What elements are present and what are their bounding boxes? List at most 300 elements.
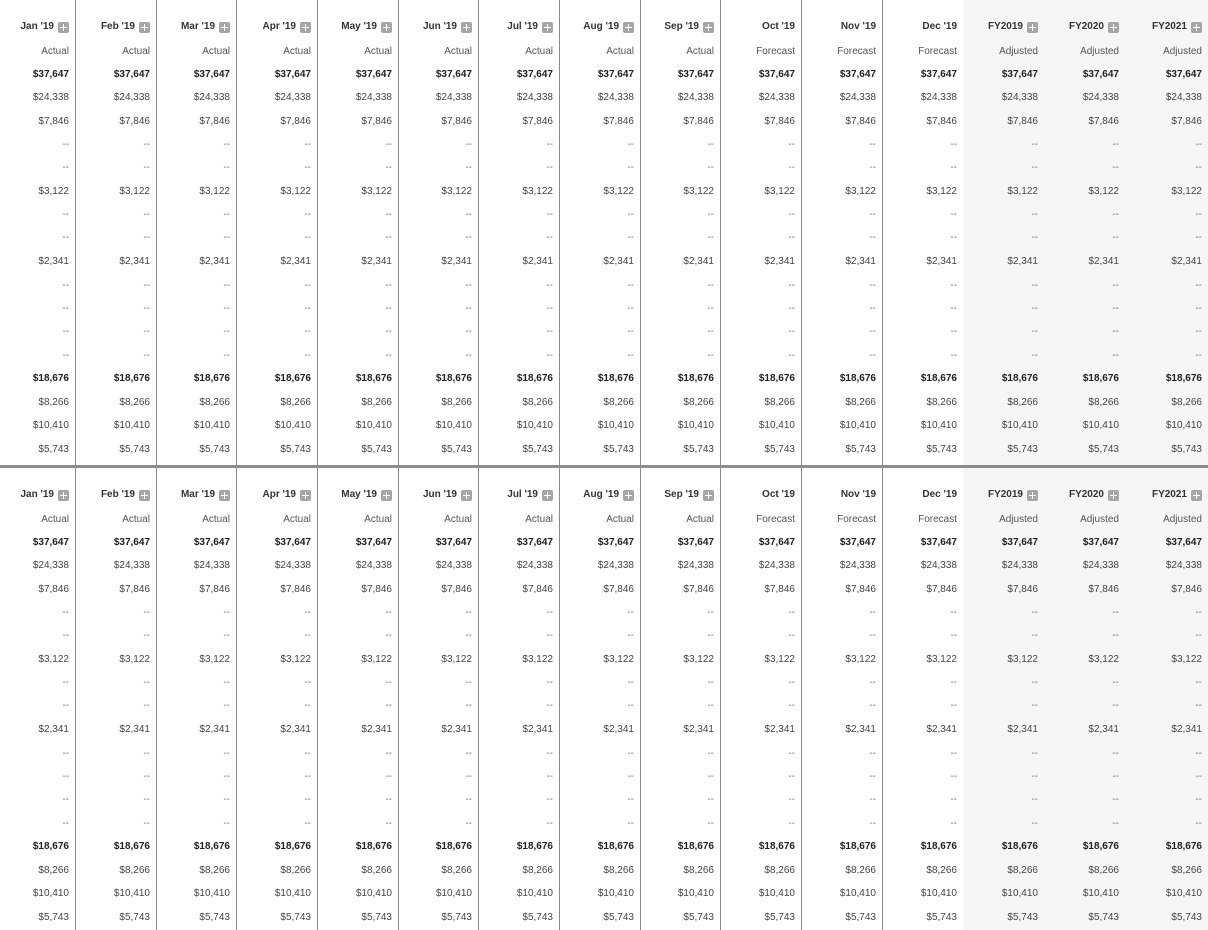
table-cell: $3,122 — [683, 654, 714, 665]
table-cell: -- — [304, 303, 311, 314]
table-cell: $24,338 — [274, 560, 311, 571]
table-cell: $5,743 — [361, 912, 392, 923]
table-cell: $8,266 — [361, 397, 392, 408]
table-cell: -- — [304, 209, 311, 220]
table-cell: -- — [627, 700, 634, 711]
column-header[interactable] — [423, 21, 472, 33]
table-cell: -- — [788, 280, 795, 291]
table-cell: $7,846 — [603, 584, 634, 595]
column-jun-19 — [398, 468, 479, 930]
table-cell: $8,266 — [38, 865, 69, 876]
table-cell: -- — [950, 607, 957, 618]
table-cell: -- — [869, 771, 876, 782]
expand-plus-icon[interactable] — [623, 490, 634, 501]
column-may-19 — [317, 468, 399, 930]
table-cell: -- — [627, 771, 634, 782]
table-cell: -- — [546, 771, 553, 782]
table-cell: -- — [869, 162, 876, 173]
table-cell: $3,122 — [845, 654, 876, 665]
table-cell: $3,122 — [361, 654, 392, 665]
table-cell: -- — [1195, 162, 1202, 173]
table-cell: $7,846 — [603, 116, 634, 127]
column-header[interactable] — [341, 21, 392, 33]
table-cell: $18,676 — [839, 841, 876, 852]
column-jan-19 — [0, 0, 76, 465]
table-cell: -- — [304, 700, 311, 711]
table-cell: $5,743 — [926, 912, 957, 923]
expand-plus-icon[interactable] — [542, 490, 553, 501]
column-header[interactable] — [20, 489, 69, 501]
column-header-label: FY2021 — [1151, 489, 1187, 500]
table-cell: -- — [950, 677, 957, 688]
table-cell: -- — [143, 303, 150, 314]
table-cell: $8,266 — [764, 865, 795, 876]
table-cell: -- — [1031, 794, 1038, 805]
table-cell: $18,676 — [193, 841, 230, 852]
table-cell: -- — [707, 209, 714, 220]
table-cell: $24,338 — [677, 92, 714, 103]
table-cell: -- — [950, 209, 957, 220]
column-header[interactable] — [583, 21, 634, 33]
column-type-label: Actual — [122, 514, 150, 525]
table-cell: $8,266 — [119, 397, 150, 408]
table-cell: $2,341 — [683, 724, 714, 735]
table-cell: $8,266 — [199, 865, 230, 876]
table-cell: -- — [62, 350, 69, 361]
table-cell: $10,410 — [355, 888, 392, 899]
table-cell: $7,846 — [764, 584, 795, 595]
table-cell: -- — [1031, 139, 1038, 150]
table-cell: -- — [788, 771, 795, 782]
table-cell: $5,743 — [119, 912, 150, 923]
table-cell: $7,846 — [1088, 116, 1119, 127]
table-cell: $8,266 — [280, 397, 311, 408]
column-header[interactable] — [101, 21, 150, 33]
table-cell: $10,410 — [677, 888, 714, 899]
table-cell: $18,676 — [355, 841, 392, 852]
table-cell: $18,676 — [435, 841, 472, 852]
column-header-label: Jun '19 — [422, 489, 457, 500]
table-cell: -- — [385, 280, 392, 291]
table-cell: $7,846 — [683, 584, 714, 595]
table-cell: -- — [465, 280, 472, 291]
column-type-label: Forecast — [918, 46, 957, 57]
table-cell: $5,743 — [845, 444, 876, 455]
table-cell: -- — [950, 748, 957, 759]
table-cell: -- — [546, 303, 553, 314]
column-header-label: Jun '19 — [422, 21, 457, 32]
expand-plus-icon[interactable] — [381, 490, 392, 501]
table-cell: -- — [1112, 162, 1119, 173]
table-cell: -- — [62, 677, 69, 688]
column-header[interactable] — [922, 21, 957, 33]
table-cell: $8,266 — [119, 865, 150, 876]
table-cell: $8,266 — [845, 397, 876, 408]
column-header[interactable] — [181, 21, 230, 33]
table-cell: $24,338 — [193, 92, 230, 103]
table-cell: $18,676 — [758, 841, 795, 852]
table-cell: -- — [465, 607, 472, 618]
table-cell: -- — [1195, 280, 1202, 291]
table-cell: -- — [546, 748, 553, 759]
table-cell: $5,743 — [280, 444, 311, 455]
table-cell: -- — [869, 630, 876, 641]
table-cell: -- — [1031, 303, 1038, 314]
expand-plus-icon[interactable] — [623, 22, 634, 33]
table-cell: -- — [223, 280, 230, 291]
table-cell: $37,647 — [920, 69, 957, 80]
table-cell: -- — [788, 326, 795, 337]
table-cell: $24,338 — [920, 92, 957, 103]
table-cell: -- — [304, 232, 311, 243]
column-header[interactable] — [262, 489, 311, 501]
table-cell: $10,410 — [113, 420, 150, 431]
table-cell: -- — [869, 303, 876, 314]
column-header[interactable] — [423, 489, 472, 501]
table-cell: $10,410 — [113, 888, 150, 899]
table-cell: $24,338 — [597, 92, 634, 103]
column-header[interactable] — [988, 21, 1038, 33]
expand-plus-icon[interactable] — [58, 490, 69, 501]
table-cell: -- — [788, 700, 795, 711]
table-cell: $10,410 — [920, 420, 957, 431]
table-cell: -- — [223, 139, 230, 150]
table-cell: $2,341 — [38, 256, 69, 267]
table-cell: -- — [1112, 139, 1119, 150]
column-header[interactable] — [341, 489, 392, 501]
table-cell: -- — [1112, 748, 1119, 759]
table-cell: $18,676 — [1082, 373, 1119, 384]
table-cell: -- — [869, 209, 876, 220]
table-cell: $8,266 — [926, 397, 957, 408]
table-cell: $2,341 — [441, 724, 472, 735]
column-may-19 — [317, 0, 399, 465]
table-cell: $18,676 — [274, 373, 311, 384]
table-cell: $18,676 — [435, 373, 472, 384]
table-cell: $10,410 — [193, 888, 230, 899]
expand-plus-icon[interactable] — [1191, 22, 1202, 33]
column-header-label: Apr '19 — [262, 21, 296, 32]
column-header[interactable] — [181, 489, 230, 501]
table-cell: -- — [950, 139, 957, 150]
column-header[interactable] — [262, 21, 311, 33]
column-header[interactable] — [1152, 489, 1202, 501]
table-cell: -- — [869, 607, 876, 618]
column-fy2020 — [1044, 0, 1126, 465]
table-cell: -- — [950, 700, 957, 711]
table-cell: -- — [304, 630, 311, 641]
table-cell: -- — [1031, 748, 1038, 759]
table-cell: -- — [1112, 350, 1119, 361]
column-type-label: Adjusted — [1080, 46, 1119, 57]
column-header[interactable] — [20, 21, 69, 33]
column-mar-19 — [156, 468, 237, 930]
table-cell: -- — [62, 748, 69, 759]
table-cell: -- — [465, 748, 472, 759]
expand-plus-icon[interactable] — [461, 22, 472, 33]
table-cell: $2,341 — [522, 724, 553, 735]
expand-plus-icon[interactable] — [1027, 490, 1038, 501]
table-cell: -- — [1112, 232, 1119, 243]
expand-plus-icon[interactable] — [1108, 22, 1119, 33]
table-cell: $3,122 — [603, 186, 634, 197]
expand-plus-icon[interactable] — [300, 490, 311, 501]
table-cell: $24,338 — [32, 560, 69, 571]
column-jul-19 — [478, 468, 560, 930]
table-cell: -- — [62, 162, 69, 173]
table-cell: $7,846 — [119, 116, 150, 127]
table-cell: $37,647 — [920, 537, 957, 548]
table-cell: -- — [465, 630, 472, 641]
table-cell: $37,647 — [274, 537, 311, 548]
table-cell: $5,743 — [199, 912, 230, 923]
table-cell: $2,341 — [845, 256, 876, 267]
table-cell: -- — [1112, 303, 1119, 314]
table-cell: $10,410 — [435, 420, 472, 431]
table-cell: $3,122 — [441, 654, 472, 665]
table-cell: $7,846 — [441, 584, 472, 595]
table-cell: -- — [788, 162, 795, 173]
table-cell: -- — [707, 818, 714, 829]
table-cell: -- — [1112, 607, 1119, 618]
table-cell: $37,647 — [516, 69, 553, 80]
expand-plus-icon[interactable] — [300, 22, 311, 33]
table-cell: -- — [869, 700, 876, 711]
table-cell: $37,647 — [435, 537, 472, 548]
table-cell: $3,122 — [119, 186, 150, 197]
column-type-label: Actual — [41, 514, 69, 525]
table-cell: -- — [950, 232, 957, 243]
table-cell: -- — [1195, 232, 1202, 243]
expand-plus-icon[interactable] — [139, 22, 150, 33]
table-cell: $5,743 — [764, 912, 795, 923]
table-cell: $7,846 — [280, 116, 311, 127]
table-cell: -- — [546, 162, 553, 173]
column-header[interactable] — [101, 489, 150, 501]
column-type-label: Forecast — [756, 46, 795, 57]
table-cell: -- — [143, 162, 150, 173]
table-cell: $3,122 — [1171, 186, 1202, 197]
table-cell: $2,341 — [361, 724, 392, 735]
expand-plus-icon[interactable] — [703, 490, 714, 501]
table-cell: $7,846 — [280, 584, 311, 595]
column-header[interactable] — [841, 21, 876, 33]
column-type-label: Actual — [525, 514, 553, 525]
expand-plus-icon[interactable] — [1027, 22, 1038, 33]
table-cell: $10,410 — [1001, 888, 1038, 899]
table-cell: -- — [465, 350, 472, 361]
table-cell: $3,122 — [1171, 654, 1202, 665]
table-cell: -- — [465, 818, 472, 829]
table-cell: -- — [546, 818, 553, 829]
column-header-label: Dec '19 — [922, 21, 957, 32]
table-cell: -- — [788, 350, 795, 361]
table-cell: -- — [707, 700, 714, 711]
table-cell: -- — [1031, 280, 1038, 291]
column-header-label: FY2020 — [1068, 489, 1104, 500]
column-mar-19 — [156, 0, 237, 465]
table-cell: $8,266 — [683, 397, 714, 408]
table-cell: $2,341 — [119, 724, 150, 735]
table-cell: $5,743 — [926, 444, 957, 455]
table-cell: -- — [546, 139, 553, 150]
table-cell: $5,743 — [683, 444, 714, 455]
column-header[interactable] — [664, 21, 714, 33]
table-cell: -- — [627, 607, 634, 618]
column-header-label: May '19 — [341, 489, 377, 500]
table-cell: $2,341 — [603, 256, 634, 267]
table-cell: -- — [62, 771, 69, 782]
table-cell: $2,341 — [1171, 724, 1202, 735]
table-cell: -- — [62, 700, 69, 711]
expand-plus-icon[interactable] — [381, 22, 392, 33]
table-cell: $37,647 — [1165, 69, 1202, 80]
column-jun-19 — [398, 0, 479, 465]
table-cell: -- — [465, 209, 472, 220]
table-cell: -- — [223, 700, 230, 711]
table-cell: $2,341 — [119, 256, 150, 267]
table-cell: -- — [143, 748, 150, 759]
table-cell: $5,743 — [361, 444, 392, 455]
column-header[interactable] — [762, 489, 795, 501]
table-cell: $7,846 — [38, 584, 69, 595]
column-type-label: Actual — [283, 514, 311, 525]
column-type-label: Actual — [444, 46, 472, 57]
table-cell: -- — [62, 794, 69, 805]
table-cell: $2,341 — [1088, 724, 1119, 735]
table-cell: $37,647 — [1082, 537, 1119, 548]
table-cell: -- — [788, 139, 795, 150]
column-header[interactable] — [922, 489, 957, 501]
table-cell: -- — [707, 162, 714, 173]
table-cell: -- — [1112, 818, 1119, 829]
expand-plus-icon[interactable] — [461, 490, 472, 501]
table-cell: $10,410 — [1082, 888, 1119, 899]
table-cell: $37,647 — [1165, 537, 1202, 548]
table-cell: -- — [950, 794, 957, 805]
table-cell: $10,410 — [516, 420, 553, 431]
table-cell: -- — [869, 350, 876, 361]
table-cell: $37,647 — [677, 69, 714, 80]
column-header[interactable] — [1069, 489, 1119, 501]
column-header[interactable] — [507, 21, 553, 33]
table-cell: -- — [788, 794, 795, 805]
table-cell: -- — [546, 677, 553, 688]
table-cell: -- — [385, 818, 392, 829]
table-cell: -- — [707, 771, 714, 782]
table-cell: -- — [707, 139, 714, 150]
table-cell: -- — [62, 818, 69, 829]
table-cell: -- — [1195, 771, 1202, 782]
table-cell: -- — [707, 607, 714, 618]
expand-plus-icon[interactable] — [703, 22, 714, 33]
table-cell: -- — [788, 209, 795, 220]
table-cell: $10,410 — [274, 888, 311, 899]
column-header[interactable] — [507, 489, 553, 501]
table-cell: $18,676 — [355, 373, 392, 384]
column-type-label: Forecast — [837, 514, 876, 525]
column-header-label: FY2021 — [1151, 21, 1187, 32]
column-header[interactable] — [762, 21, 795, 33]
table-cell: -- — [385, 326, 392, 337]
column-header-label: Jan '19 — [20, 489, 54, 500]
table-cell: -- — [1031, 162, 1038, 173]
column-header[interactable] — [1069, 21, 1119, 33]
table-cell: -- — [546, 350, 553, 361]
table-cell: -- — [546, 794, 553, 805]
table-cell: -- — [950, 818, 957, 829]
table-cell: -- — [62, 303, 69, 314]
table-cell: $37,647 — [758, 69, 795, 80]
table-cell: -- — [1031, 818, 1038, 829]
table-cell: $2,341 — [1088, 256, 1119, 267]
table-cell: $18,676 — [1165, 373, 1202, 384]
table-cell: -- — [465, 771, 472, 782]
column-type-label: Actual — [525, 46, 553, 57]
expand-plus-icon[interactable] — [139, 490, 150, 501]
table-cell: $2,341 — [38, 724, 69, 735]
table-cell: $3,122 — [119, 654, 150, 665]
expand-plus-icon[interactable] — [542, 22, 553, 33]
table-cell: -- — [1112, 677, 1119, 688]
table-cell: $5,743 — [522, 912, 553, 923]
table-cell: $10,410 — [274, 420, 311, 431]
table-cell: -- — [465, 700, 472, 711]
column-header[interactable] — [1152, 21, 1202, 33]
table-cell: -- — [869, 326, 876, 337]
column-header[interactable] — [664, 489, 714, 501]
table-cell: $10,410 — [677, 420, 714, 431]
expand-plus-icon[interactable] — [58, 22, 69, 33]
table-cell: -- — [788, 630, 795, 641]
table-cell: $3,122 — [1007, 186, 1038, 197]
table-cell: $10,410 — [920, 888, 957, 899]
table-cell: $2,341 — [926, 256, 957, 267]
table-cell: $7,846 — [522, 584, 553, 595]
table-cell: $10,410 — [1082, 420, 1119, 431]
column-header[interactable] — [841, 489, 876, 501]
table-cell: $37,647 — [758, 537, 795, 548]
table-cell: -- — [1031, 771, 1038, 782]
table-cell: $2,341 — [1171, 256, 1202, 267]
expand-plus-icon[interactable] — [1191, 490, 1202, 501]
table-cell: $24,338 — [516, 560, 553, 571]
column-type-label: Actual — [686, 514, 714, 525]
expand-plus-icon[interactable] — [219, 490, 230, 501]
table-cell: -- — [304, 771, 311, 782]
column-header[interactable] — [988, 489, 1038, 501]
table-cell: $8,266 — [361, 865, 392, 876]
table-cell: -- — [627, 280, 634, 291]
table-cell: $24,338 — [1001, 560, 1038, 571]
table-cell: -- — [385, 700, 392, 711]
column-header[interactable] — [583, 489, 634, 501]
column-feb-19 — [75, 0, 157, 465]
table-cell: $3,122 — [603, 654, 634, 665]
expand-plus-icon[interactable] — [219, 22, 230, 33]
column-type-label: Actual — [606, 514, 634, 525]
expand-plus-icon[interactable] — [1108, 490, 1119, 501]
table-cell: $5,743 — [199, 444, 230, 455]
table-cell: -- — [950, 326, 957, 337]
table-cell: -- — [1031, 677, 1038, 688]
table-cell: -- — [869, 677, 876, 688]
table-cell: $3,122 — [1088, 186, 1119, 197]
table-cell: -- — [385, 232, 392, 243]
table-cell: $8,266 — [683, 865, 714, 876]
table-cell: $8,266 — [603, 865, 634, 876]
table-cell: $37,647 — [193, 537, 230, 548]
